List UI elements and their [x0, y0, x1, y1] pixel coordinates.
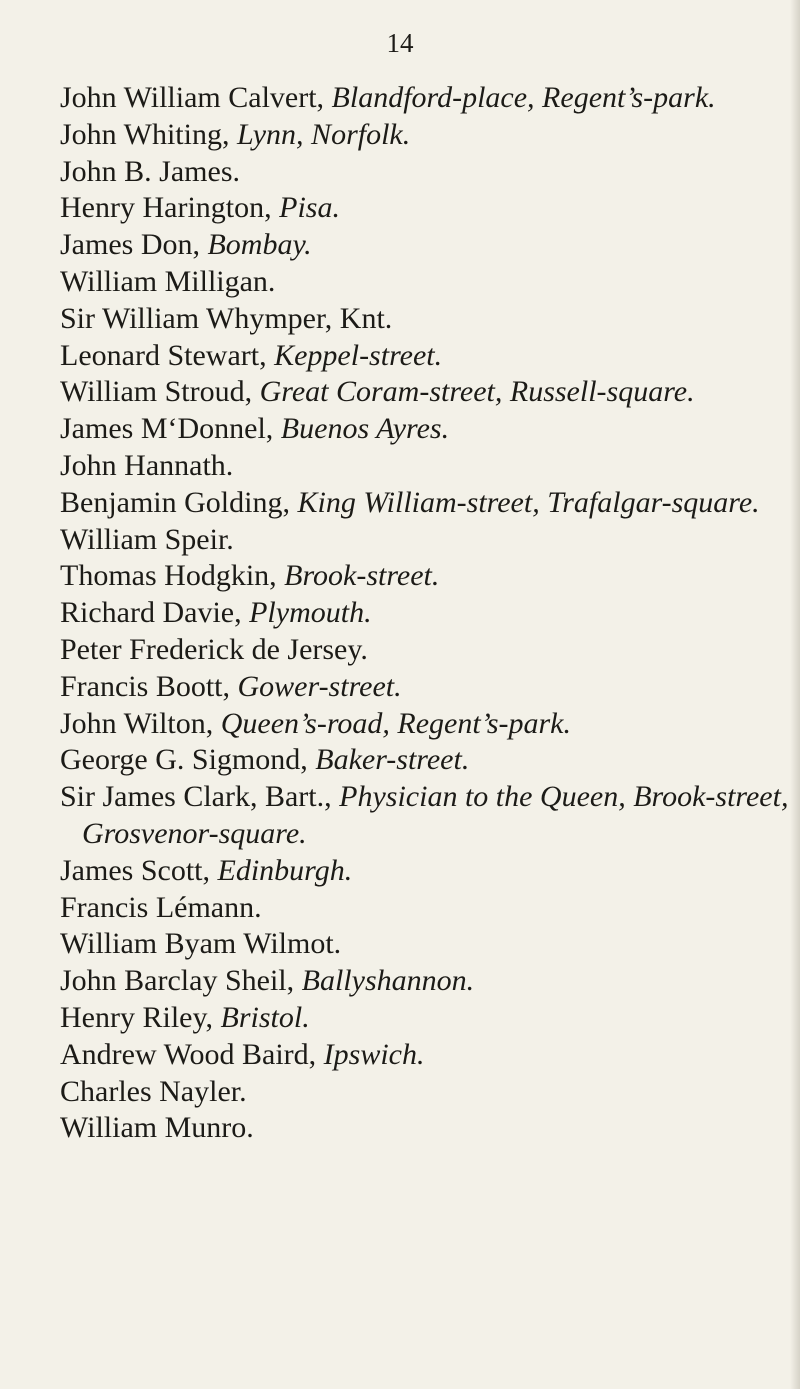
entry-name: John Wilton, — [60, 706, 221, 740]
entry-name: Andrew Wood Baird, — [60, 1037, 324, 1071]
entry-name: Henry Riley, — [60, 1000, 221, 1034]
entry-name: Leonard Stewart, — [60, 338, 275, 372]
list-item — [60, 853, 800, 890]
list-item — [60, 779, 800, 853]
list-item — [60, 338, 800, 375]
list-item — [60, 448, 800, 485]
entry-name: James Scott, — [60, 853, 218, 887]
entry-name: Charles Nayler. — [60, 1074, 247, 1108]
list-item — [60, 374, 800, 411]
list-item — [60, 411, 800, 448]
entry-place: King William-street, Trafalgar-square. — [297, 485, 760, 519]
entry-name: William Byam Wilmot. — [60, 927, 342, 961]
list-item — [60, 117, 800, 154]
entry-name: Peter Frederick de Jersey. — [60, 632, 368, 666]
list-item — [60, 963, 800, 1000]
list-item — [60, 890, 800, 927]
page-edge-shadow — [790, 0, 800, 1389]
list-item — [60, 926, 800, 963]
entry-name: William Speir. — [60, 522, 234, 556]
entry-place: Ballyshannon. — [301, 964, 475, 998]
list-item — [60, 485, 800, 522]
entry-name: John Hannath. — [60, 448, 234, 482]
entry-name: Sir William Whymper, Knt. — [60, 301, 393, 335]
page-number: 14 — [386, 28, 414, 58]
list-item — [60, 264, 800, 301]
entry-name: Benjamin Golding, — [60, 485, 298, 519]
entry-place: Buenos Ayres. — [280, 412, 450, 446]
entry-name: William Milligan. — [60, 264, 276, 298]
list-item — [60, 632, 800, 669]
list-item — [60, 595, 800, 632]
list-item — [60, 80, 800, 117]
list-item — [60, 227, 800, 264]
entry-name: William Stroud, — [60, 375, 260, 409]
entry-place: Lynn, Norfolk. — [236, 117, 411, 151]
entry-name: James Don, — [60, 228, 208, 262]
entry-name: John B. James. — [60, 154, 240, 188]
entry-name: Thomas Hodgkin, — [60, 559, 285, 593]
list-item — [60, 1037, 800, 1074]
entry-name: William Munro. — [60, 1111, 254, 1145]
entry-place: Gower-street. — [237, 669, 402, 703]
list-item — [60, 522, 800, 559]
list-item — [60, 706, 800, 743]
entry-place: Baker-street. — [315, 743, 470, 777]
entry-place: Brook-street. — [284, 559, 440, 593]
list-item — [60, 1110, 800, 1147]
entry-name: John Whiting, — [60, 117, 237, 151]
entry-place: Great Coram-street, Russell-square. — [259, 375, 695, 409]
list-item — [60, 301, 800, 338]
entry-name: James M‘Donnel, — [60, 412, 281, 446]
entry-place: Physician to the Queen, Brook-street, Grosvenor-square. — [82, 780, 789, 850]
entry-name: John Barclay Sheil, — [60, 964, 302, 998]
entry-name: Henry Harington, — [60, 191, 280, 225]
list-item — [60, 558, 800, 595]
entry-place: Keppel-street. — [274, 338, 443, 372]
list-item — [60, 742, 800, 779]
entry-place: Blandford-place, Regent’s-park. — [331, 81, 716, 114]
list-item — [60, 1074, 800, 1111]
entry-place: Ipswich. — [323, 1037, 425, 1071]
entry-place: Bristol. — [220, 1000, 310, 1034]
list-item — [60, 154, 800, 191]
entry-place: Plymouth. — [249, 596, 372, 630]
entry-name: Richard Davie, — [60, 596, 250, 630]
entry-name: Sir James Clark, Bart., — [60, 780, 340, 814]
list-item — [60, 1000, 800, 1037]
entry-place: Bombay. — [207, 228, 312, 262]
entry-place: Edinburgh. — [217, 853, 353, 887]
entry-name: Francis Boott, — [60, 669, 238, 703]
list-item — [60, 190, 800, 227]
entry-name: Francis Lémann. — [60, 890, 262, 924]
list-item — [60, 669, 800, 706]
entry-place: Pisa. — [279, 191, 340, 225]
entry-place: Queen’s-road, Regent’s-park. — [220, 706, 571, 740]
entry-name: George G. Sigmond, — [60, 743, 316, 777]
subscriber-list — [60, 80, 800, 1147]
entry-name: John William Calvert, — [60, 81, 332, 114]
